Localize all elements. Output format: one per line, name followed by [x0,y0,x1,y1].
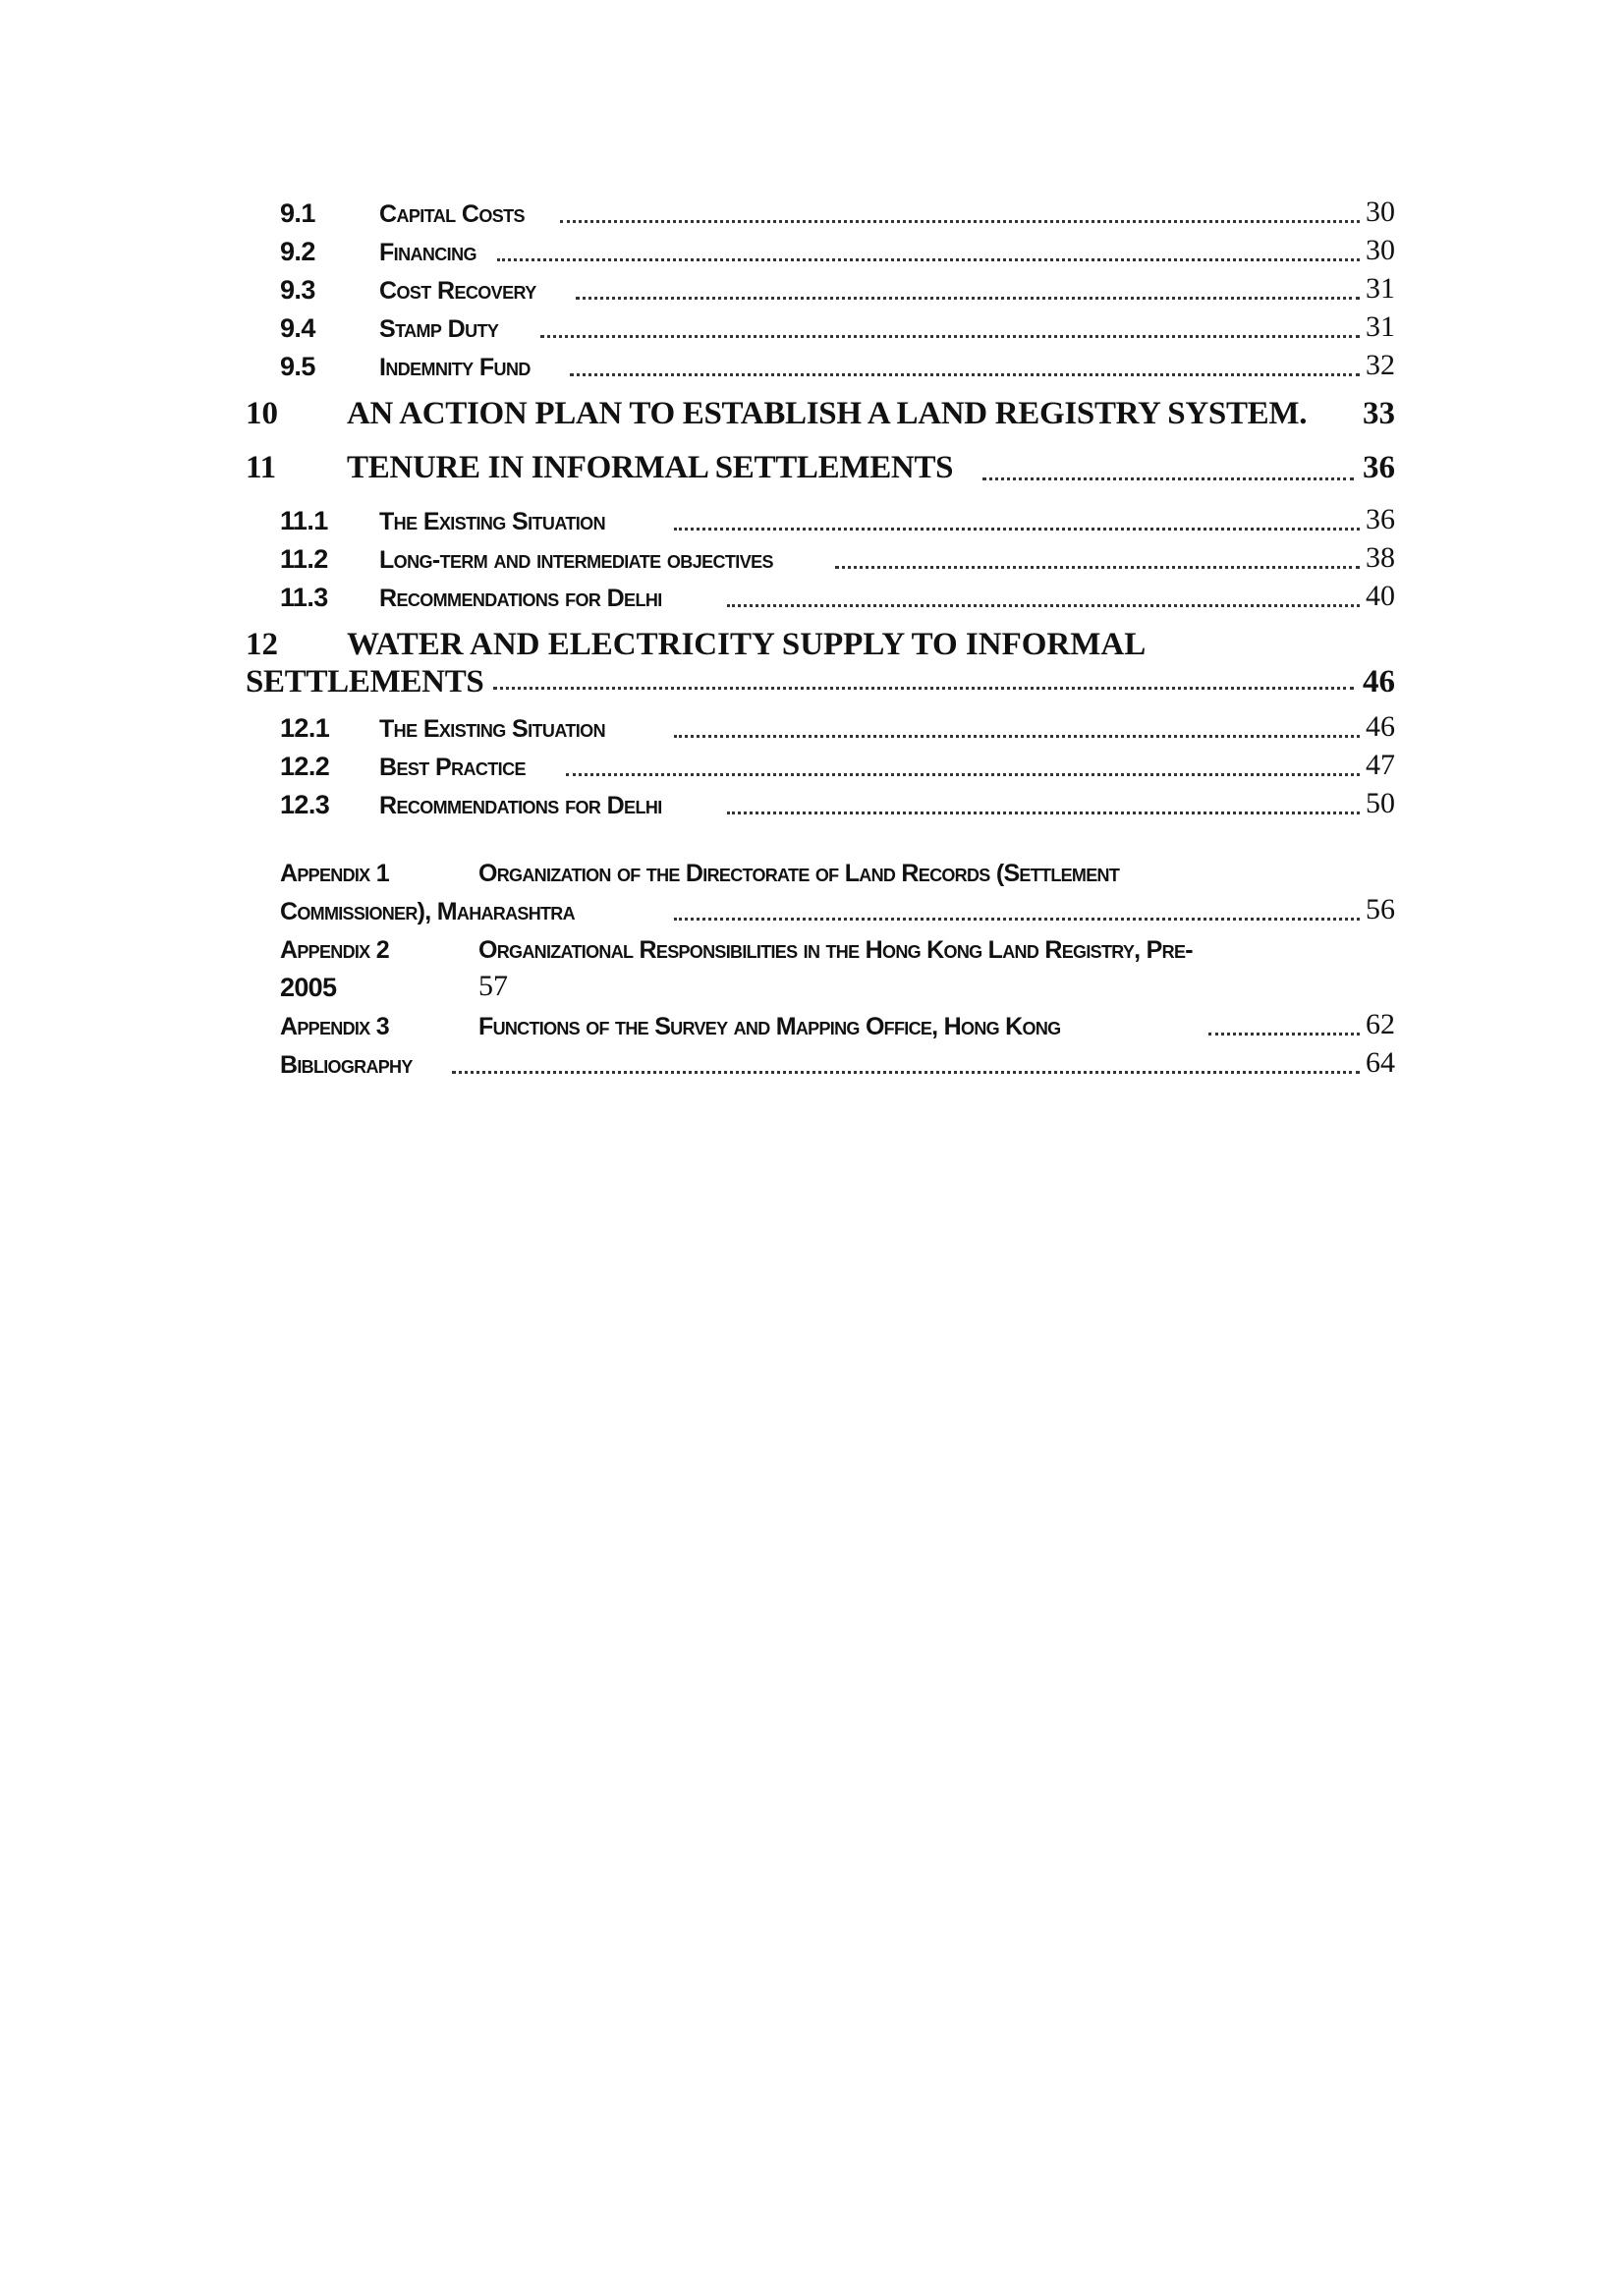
appendix-title: Organizational Responsibilities in the Hong Kong Land Registry, Pre- [478,936,1193,964]
entry-title: Recommendations for Delhi [379,585,662,612]
appendix-title: Organization of the Directorate of Land Records (Settlement [478,860,1120,887]
toc-chapter-10[interactable] [246,388,1395,442]
entry-page: 31 [1366,310,1395,343]
entry-title: The Existing Situation [379,715,605,743]
toc-entry-9-2[interactable] [246,235,1395,273]
entry-page: 36 [1366,503,1395,535]
toc-chapter-12[interactable] [246,627,1395,703]
dot-leader [674,528,1360,531]
dot-leader [1208,1033,1360,1036]
entry-title: Financing [379,239,476,266]
toc-appendix-2-continued[interactable] [246,971,1395,1009]
chapter-title: TENURE IN INFORMAL SETTLEMENTS [347,450,954,485]
dot-leader [674,918,1360,921]
appendix-label: Appendix 2 [280,936,389,964]
dot-leader [570,373,1360,376]
table-of-contents [246,196,1395,1086]
appendix-page: 62 [1366,1008,1395,1040]
dot-leader [566,773,1360,776]
chapter-number: 11 [246,450,277,485]
appendix-page: 57 [478,970,508,1002]
bibliography-title: Bibliography [280,1051,413,1079]
dot-leader [576,297,1360,300]
appendix-label: Appendix 3 [280,1013,389,1040]
toc-entry-12-3[interactable] [246,788,1395,826]
chapter-number: 12 [246,627,278,662]
entry-page: 30 [1366,234,1395,266]
chapter-page: 33 [1363,396,1395,431]
entry-title: Best Practice [379,754,526,781]
toc-appendix-3[interactable] [246,1009,1395,1047]
chapter-page: 36 [1363,450,1395,485]
entry-page: 30 [1366,196,1395,228]
entry-page: 32 [1366,349,1395,381]
toc-entry-11-1[interactable] [246,504,1395,542]
chapter-title: AN ACTION PLAN TO ESTABLISH A LAND REGISTRY SYSTEM. [347,396,1308,431]
entry-number: 12.1 [280,713,330,743]
entry-title: Recommendations for Delhi [379,792,662,819]
toc-entry-9-5[interactable] [246,350,1395,388]
toc-bibliography[interactable] [246,1047,1395,1086]
appendix-title-year: 2005 [280,973,337,1002]
entry-number: 12.2 [280,752,330,781]
dot-leader [540,335,1360,338]
toc-chapter-11[interactable] [246,442,1395,496]
dot-leader [727,604,1360,607]
entry-number: 11.2 [280,544,328,574]
entry-page: 50 [1366,787,1395,819]
entry-title: Capital Costs [379,200,525,228]
appendix-label: Appendix 1 [280,860,389,887]
toc-entry-12-1[interactable] [246,711,1395,750]
entry-number: 9.5 [280,352,315,381]
dot-leader [835,566,1360,569]
dot-leader [560,220,1360,223]
entry-number: 12.3 [280,790,330,819]
dot-leader [982,477,1354,480]
entry-title: Long-term and intermediate objectives [379,546,773,574]
entry-number: 11.1 [280,506,328,535]
toc-entry-12-2[interactable] [246,750,1395,788]
entry-number: 9.2 [280,237,315,266]
toc-entry-11-2[interactable] [246,542,1395,581]
appendix-page: 56 [1366,893,1395,925]
chapter-title-line2: SETTLEMENTS [246,664,484,700]
appendix-title-line2: Commissioner), Maharashtra [280,898,575,925]
entry-page: 31 [1366,272,1395,305]
toc-appendix-1[interactable] [246,856,1395,894]
entry-number: 9.1 [280,198,315,228]
chapter-page: 46 [1363,664,1395,700]
appendix-title: Functions of the Survey and Mapping Office, Hong Kong [478,1013,1061,1040]
toc-entry-11-3[interactable] [246,581,1395,619]
dot-leader [727,812,1360,814]
chapter-title-line1 [246,627,1147,663]
entry-title: Stamp Duty [379,315,499,343]
dot-leader [497,258,1360,261]
entry-number: 9.3 [280,275,315,305]
entry-title: Cost Recovery [379,277,536,305]
entry-title: The Existing Situation [379,508,605,535]
entry-number: 11.3 [280,583,328,612]
toc-entry-9-3[interactable] [246,273,1395,311]
entry-page: 38 [1366,541,1395,574]
toc-entry-9-1[interactable] [246,196,1395,235]
toc-entry-9-4[interactable] [246,311,1395,350]
toc-appendix-2[interactable] [246,932,1395,971]
entry-page: 47 [1366,749,1395,781]
entry-title: Indemnity Fund [379,354,531,381]
dot-leader [493,687,1354,690]
dot-leader [674,735,1360,738]
bibliography-page: 64 [1366,1046,1395,1079]
toc-appendix-1-continued[interactable] [246,894,1395,932]
chapter-title: WATER AND ELECTRICITY SUPPLY TO INFORMAL [347,627,1147,662]
entry-page: 46 [1366,710,1395,743]
entry-page: 40 [1366,580,1395,612]
entry-number: 9.4 [280,313,315,343]
dot-leader [452,1071,1360,1074]
chapter-number: 10 [246,396,278,431]
